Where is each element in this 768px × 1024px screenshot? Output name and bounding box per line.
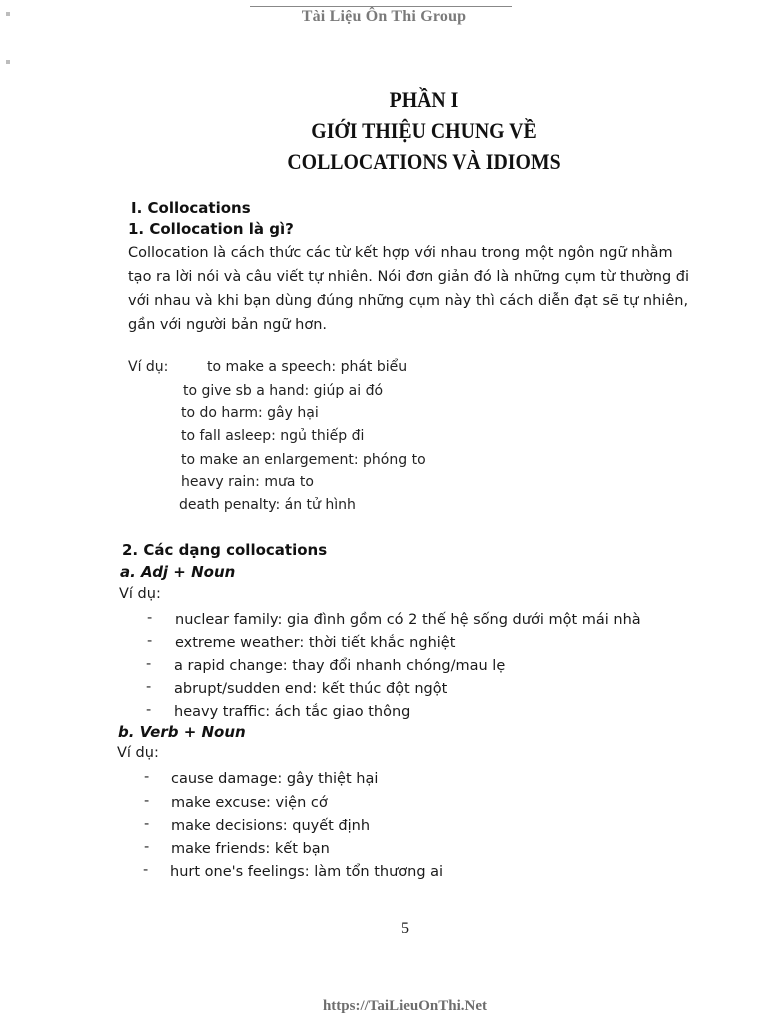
example-item: heavy rain: mưa to bbox=[181, 474, 314, 490]
example-item: to make an enlargement: phóng to bbox=[181, 452, 426, 468]
list-item: nuclear family: gia đình gồm có 2 thế hệ sống dưới một mái nhà bbox=[175, 612, 641, 628]
bullet-dash: - bbox=[147, 633, 153, 649]
page-header: Tài Liệu Ôn Thi Group bbox=[301, 8, 467, 25]
list-item: make decisions: quyết định bbox=[171, 818, 371, 834]
list-item: cause damage: gây thiệt hại bbox=[171, 771, 379, 787]
chapter-title-line-3: COLLOCATIONS VÀ IDIOMS bbox=[287, 149, 561, 174]
example-item: to give sb a hand: giúp ai đó bbox=[183, 383, 384, 399]
list-item: a rapid change: thay đổi nhanh chóng/mau lẹ bbox=[174, 658, 506, 674]
bullet-dash: - bbox=[144, 839, 150, 855]
section-heading-collocation-types: 2. Các dạng collocations bbox=[122, 541, 328, 559]
definition-paragraph bbox=[128, 241, 738, 337]
example-label: Ví dụ: bbox=[117, 745, 159, 761]
example-item: to make a speech: phát biểu bbox=[207, 359, 408, 375]
bullet-dash: - bbox=[146, 702, 152, 718]
bullet-dash: - bbox=[147, 610, 153, 626]
example-label: Ví dụ: bbox=[119, 586, 161, 602]
paragraph-line: Collocation là cách thức các từ kết hợp với nhau trong một ngôn ngữ nhằm bbox=[128, 245, 673, 261]
example-label: Ví dụ: bbox=[128, 359, 169, 375]
chapter-title-line-2: GIỚI THIỆU CHUNG VỀ bbox=[311, 118, 537, 143]
list-item: abrupt/sudden end: kết thúc đột ngột bbox=[174, 681, 448, 697]
subsection-heading-verb-noun: b. Verb + Noun bbox=[118, 723, 246, 741]
list-item: make excuse: viện cớ bbox=[171, 795, 328, 811]
scan-margin-mark bbox=[6, 60, 10, 64]
paragraph-line: tạo ra lời nói và câu viết tự nhiên. Nói đơn giản đó là những cụm từ thường đi bbox=[128, 269, 690, 285]
list-item: make friends: kết bạn bbox=[171, 841, 330, 857]
paragraph-line: với nhau và khi bạn dùng đúng những cụm này thì cách diễn đạt sẽ tự nhiên, bbox=[128, 293, 689, 309]
bullet-dash: - bbox=[146, 679, 152, 695]
example-item: to do harm: gây hại bbox=[181, 405, 319, 421]
bullet-dash: - bbox=[144, 816, 150, 832]
bullet-dash: - bbox=[143, 862, 149, 878]
subsection-heading-adj-noun: a. Adj + Noun bbox=[120, 563, 236, 581]
bullet-dash: - bbox=[144, 793, 150, 809]
list-item: heavy traffic: ách tắc giao thông bbox=[174, 704, 411, 720]
bullet-dash: - bbox=[144, 769, 150, 785]
header-rule bbox=[250, 6, 512, 7]
scan-margin-mark bbox=[6, 12, 10, 16]
list-item: extreme weather: thời tiết khắc nghiệt bbox=[175, 635, 456, 651]
subsection-heading-what-is: 1. Collocation là gì? bbox=[128, 220, 294, 238]
page-number: 5 bbox=[401, 920, 409, 937]
section-heading-collocations: I. Collocations bbox=[131, 199, 251, 217]
example-item: to fall asleep: ngủ thiếp đi bbox=[181, 428, 365, 444]
chapter-title bbox=[0, 84, 768, 177]
chapter-title-line-1: PHẦN I bbox=[389, 87, 459, 112]
paragraph-line: gần với người bản ngữ hơn. bbox=[128, 317, 328, 333]
bullet-dash: - bbox=[146, 656, 152, 672]
list-item: hurt one's feelings: làm tổn thương ai bbox=[170, 864, 444, 880]
example-item: death penalty: án tử hình bbox=[179, 497, 356, 513]
footer-url: https://TaiLieuOnThi.Net bbox=[322, 998, 488, 1014]
